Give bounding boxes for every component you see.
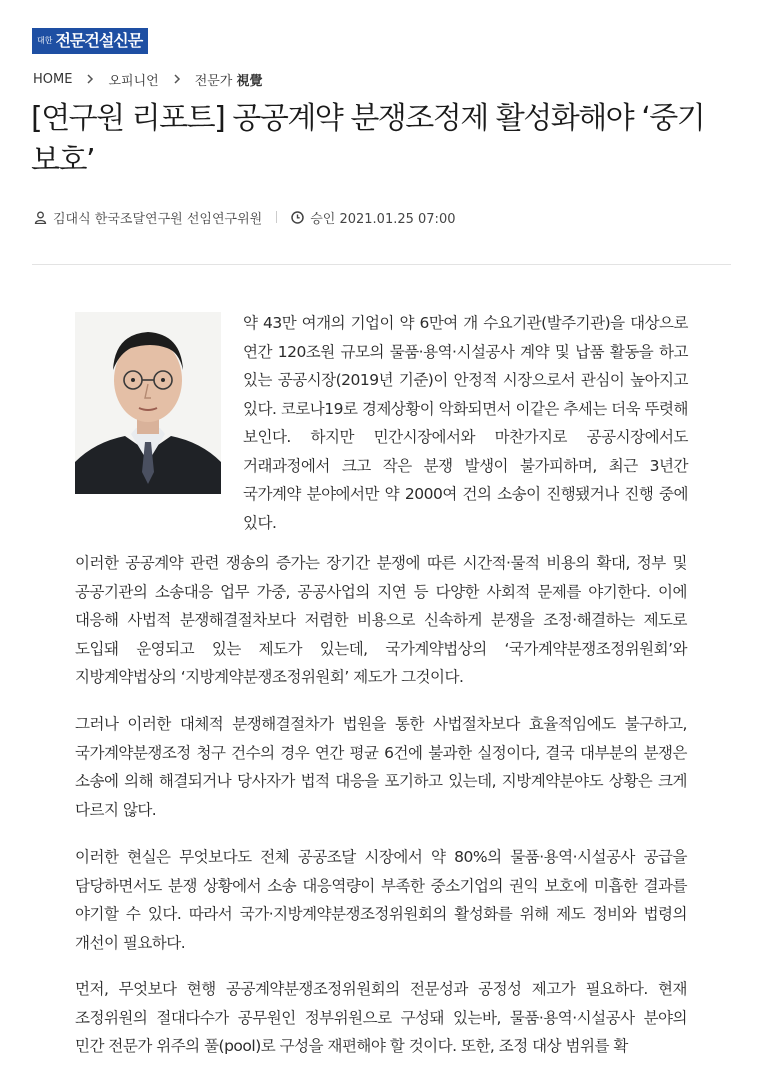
article-paragraph-5: 먼저, 무엇보다 현행 공공계약분쟁조정위원회의 전문성과 공정성 제고가 필요하다. 현재 조정위원의 절대다수가 공무원인 정부위원으로 구성돼 있는바, 물품·용역·시설공사 분야의 민간 전문가 위주의 풀(pool)로 구성을 재편해야 할 것이다. 또한, 조정 대상 범위를 확: [75, 980, 687, 1055]
breadcrumb-home[interactable]: HOME: [33, 71, 73, 87]
site-logo[interactable]: [32, 28, 148, 54]
article-paragraph-2: 이러한 공공계약 관련 쟁송의 증가는 장기간 분쟁에 따른 시간적·물적 비용의 확대, 정부 및 공공기관의 소송대응 업무 가중, 공공사업의 지연 등 다양한 사회적 문제를 야기한다. 이에 대응해 사법적 분쟁해결절차보다 저렴한 비용으로 신속하게 분쟁을 조정·해결하는 제도로 도입돼 운영되고 있는 제도가 있는데, 국가계약법상의 ‘국가계약분쟁조정위원회’와 지방계약법상의 ‘지방계약분쟁조정위원회’ 제도가 그것이다.: [75, 554, 687, 686]
meta-divider: [276, 211, 277, 223]
article-author[interactable]: 김대식 한국조달연구원 선임연구위원: [53, 211, 263, 227]
breadcrumb-current-prefix: 전문가: [194, 73, 233, 89]
chevron-right-icon: [84, 73, 96, 85]
user-icon: [34, 211, 47, 224]
logo-small-text: 대한: [37, 36, 53, 45]
article-paragraph-1: 약 43만 여개의 기업이 약 6만여 개 수요기관(발주기관)을 대상으로 연간 120조원 규모의 물품·용역·시설공사 계약 및 납품 활동을 하고 있는 공공시장(2019년 기준)이 안정적 시장으로서 관심이 높아지고 있다. 코로나19로 경제상황이 악화되면서 이같은 추세는 더욱 뚜렷해 보인다. 하지만 민간시장에서와 마찬가지로 공공시장에서도 거래과정에서 크고 작은 분쟁 발생이 불가피하며, 최근 3년간 국가계약 분야에서만 약 2000여 건의 소송이 진행됐거나 진행 중에 있다.: [243, 314, 688, 532]
article-paragraph-4: 이러한 현실은 무엇보다도 전체 공공조달 시장에서 약 80%의 물품·용역·시설공사 공급을 담당하면서도 분쟁 상황에서 소송 대응역량이 부족한 중소기업의 권익 보호에 미흡한 결과를 야기할 수 있다. 따라서 국가·지방계약분쟁조정위원회의 활성화를 위해 제도 정비와 법령의 개선이 필요하다.: [75, 848, 687, 952]
article-approved-date: 승인 2021.01.25 07:00: [310, 211, 456, 227]
author-photo: [75, 312, 221, 494]
breadcrumb-current-bold: 視覺: [236, 73, 263, 89]
portrait-illustration: [75, 312, 221, 494]
breadcrumb-section[interactable]: 오피니언: [108, 73, 159, 89]
chevron-right-icon: [171, 73, 183, 85]
breadcrumb-current[interactable]: [195, 70, 263, 89]
article-title: [연구원 리포트] 공공계약 분쟁조정제 활성화해야 ‘중기 보호’: [31, 101, 705, 178]
logo-main-text: 전문건설신문: [55, 31, 143, 50]
article-meta: [34, 208, 455, 226]
breadcrumb: [33, 70, 263, 88]
clock-icon: [291, 211, 304, 224]
header-divider: [32, 264, 731, 265]
article-paragraph-3: 그러나 이러한 대체적 분쟁해결절차가 법원을 통한 사법절차보다 효율적임에도 불구하고, 국가계약분쟁조정 청구 건수의 경우 연간 평균 6건에 불과한 실정이다, 결국 대부분의 분쟁은 소송에 의해 해결되거나 당사자가 법적 대응을 포기하고 있는데, 지방계약분야도 상황은 크게 다르지 않다.: [75, 715, 687, 819]
